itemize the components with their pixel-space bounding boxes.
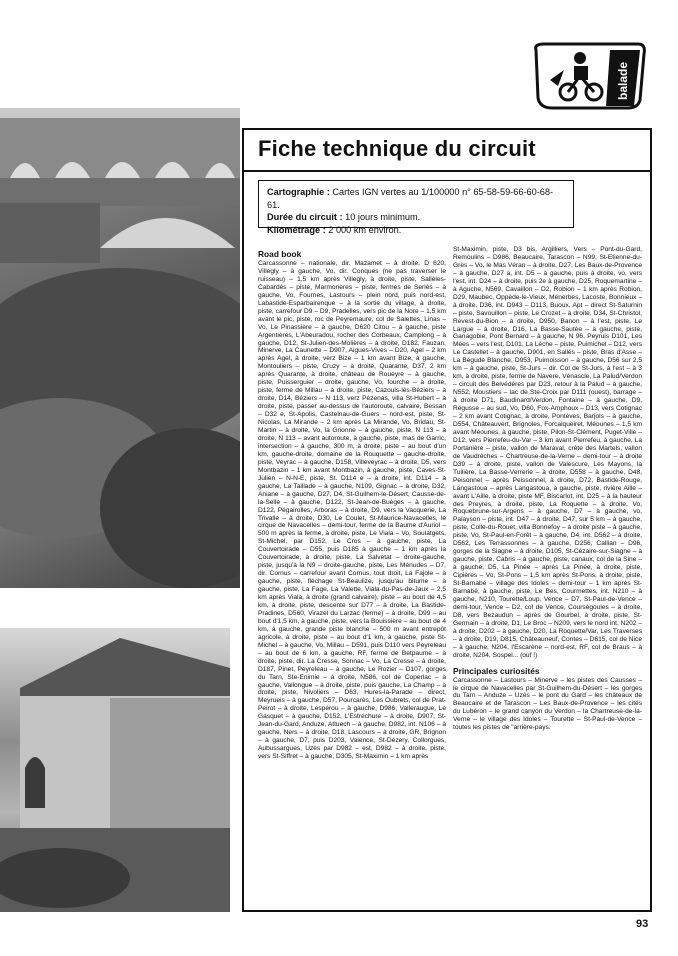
duree-value: 10 jours minimum. <box>345 212 421 222</box>
title-divider <box>242 170 652 172</box>
roadbook-text-part1: Carcassonne – nationale, dir. Mazamet – à droite, D 620, Villegly – à gauche, Vo, dir. Conques (ne pas traverser le ruisseau) – 1,5 km après Villegly, à droite, piste, Sallèles-Cabardès – piste, Marmorières – piste, fermes de Serlès – à gauche, Vo, Fournes, Lastours – plein nord, puis nord-est, Labastide-Esparbairenque – à la sortie du village, à droite, piste, carrefour D9 – D9, Pradelles, vers pic de la Nore – 1,5 km avant le pic, piste, roc de Peyremaure, col de Salettes, Linas – Vo, Le Pinassière – à gauche, D620 Citou – à gauche, piste Argentières, L'Abeuradou, rocher des Corbeaux, Camplong – à gauche, D12, St-Julien-des-Molières – à droite, D182, Fauzan, Minerve, La Caunette – D907, Aigues-Vives – D20, Agel – 2 km après Agel, à droite, verz Bize – 1 km avant Bize, à gauche, Montouliers – piste, Cruzy – à droite, Quarante, D37, 2 km après Quarante, à droite, château de Roueyre – à gauche, piste, Puisserguier – droite, gauche, Vo, fourche – à droite, piste, ferme de Millau – à droite, piste, Cazouls-lès-Béziers – à droite, D14, Béziers – N 113, verz Pézenas, villa St-Hubert – à droite, piste, passer au-dessus de l'autoroute, calvaire, Bessan – D32 e, St-Apolis, Castelnau-de-Guers – nord-est, piste, St-Nicolas, La Mirande – 2 km après La Mirande, Vo, Bridau, St-Martin – à droite, Vo, la Grionne – à gauche, piste, N 113 – à droite, N 113 – avant autoroute, à gauche, piste, mas de Garric, intersection – à gauche, 300 m, à droite, piste – au bout d'un km, gauche-droite, domaine de la Rouquette – gauche-droite, piste, Veyrac – à gauche, D158, Villeveyrac – à droite, D5, vers Montbazin – 1 km avant Montbazin, à gauche, piste, Caves-St-Julien – N-N-E, piste, St. D114 e – à droite, int. D114 – à gauche, La Taillade – à gauche, N109, Gignac – à droite, D32, Aniane – à gauche, D27, D4, St-Guilhem-le-Désert, Causse-de-la-Selle – à gauche, D122, St-Jean-de-Buèges – à gauche, D122, Pégairolles, Arboras – à droite, D9, vers la Vacquerie, La Trivalle – à droite, D30, Le Coulet, St-Maurice-Navacelles, le cirque de Navacelles – demi-tour, ferme de la Baume d'Auriol – 500 m après la ferme, à droite, piste, Le Viala – Vo, Soulatgets, St-Michel, par D152, Le Cros – à gauche, piste, La Couvertoirade – D55, puis D185 à gauche – 1 km après la Couvertoirade, à droite, piste, La Salvetat – droite-gauche, piste, jusqu'à la N9 – droite-gauche, piste, Les Ménudes – D7, dir. Cornus – carrefour avant Cornus, tout droit, La Fajole – à gauche, piste, fléchage St-Beaulize, jusqu'au bitume – à gauche, piste, La Fage, La Valette, Viala-du-Pas-de-Jaux – 2,5 km après Viala, à droite (grand calvaire), piste – au bout de 4,5 km, à droite, piste, descente sur D77 – à droite, La Bastide-Pradines, D560, Virazel du Larzac (ferme) – à droite, D99 – au bout d'1,5 km, à gauche, piste, vers la Bouissière – au bout de 4 km, à gauche, grande piste blanche – 500 m avant entrepôt agricole, à droite, piste – au bout d'1 km, à gauche, piste St-Michel – à gauche, Vo, Millau – D591, puis D110 vers Peyreleau – au bout de 6 km, à gauche, RF, ferme de Betpaume – à droite, piste, dir. La Cresse, Sonnac – Vo, La Cresse – à droite, D187, Pinet, Peyreleau – à gauche, Le Rozier – D107, gorges du Tarn, Ste-Enimie – à droite, N586, col de Coperlac – à gauche, Vallongue – à droite, piste, puis gauche, La Champ – à droite, piste, Nivoliers – D63, Hures-la-Parade – direct, Meyrueis – à gauche, D57, Pourcarès, Les Oubrets, col de Prat-Peirot – à droite, Lespérou – à gauche, D986, Valleraugue, Le Gasquet – à gauche, D152, L'Estréchure – à droite, D907, St-Jean-du-Gard, Anduze, Attuech – à gauche, D982, int. N106 – à gauche, Ners – à droite, D18, Lascours – à droite, GR, Brignon – à gauche, D7, puis D203, Valence, St-Dézery, Collorgues, Aubussargues, Uzès par D982 – est, D982 – à droite, piste, vers St-Siffret – à gauche, D305, St-Maximin – 1 km après <box>258 260 446 761</box>
text-column-right <box>453 246 642 732</box>
pont-du-gard-photo <box>0 108 240 588</box>
roadbook-text-part2: St-Maximin, piste, D3 bis, Argilliers, Vers – Pont-du-Gard, Remoulins – D986, Beaucaire, Tarascon – N99, St-Etienne-du-Grès – Vo, le Mas Véran – à droite, D27, Les Baux-de-Provence – à gauche, D27 a, int. D5 – à gauche, puis à droite, vo, vers l'est, int. D24 – à droite, puis 2e à gauche, D25, Roquemartine – à Aguche, N569, Cavaillon – D2, Robion – 1 km après Robion, D29, Maubec, Oppède-le-Vieux, Ménerbes, Lacoste, Bonnieux – à droite, D36, int. D943 – D113, Buoux, Apt – direct St-Saturnin – piste, Savouillon – piste, Le Crozet – à droite, D34, St-Christol, Revest-du-Bion – à droite, D950, Banon – à l'est, piste, Le Largue – à droite, D16, La Basse-Sautée – à gauche, piste, Ganagobie, Pont Bernard – à gauche, N 96, Peyruis D101, Les Mées – vers l'est, D101, La Lèche – piste, Puimichel – D12, vers Le Castellet – à gauche, D901, en Sallés – piste, Bras d'Asse – La Bégude Blanche, D953, Puimoisson – à gauche, D56 sur 2,5 km – à gauche, piste, St-Jurs – dir. Col de St-Jurs, à l'est – à 3 km, à droite, piste, ferme de Navere, Vénascle, La Palud/Verdon – circuit des Belvédères par D23, retour à la Palud – à gauche, N552, Moustiers – lac de Ste-Croix par D111 (ouest), barrage – à droite D71, Baudinard/Verdon, Fontaine – à gauche, D9, Régusse – au sud, Vo, D60, Fox-Amphoux – D13, vers Cotignac – 2 km avant Cotignac, à droite, Pontèves, Barjols – à gauche, D554, Châteauvert, Brignoles, Forcalqueiret, Méounes – 1,5 km avant Méounes, à gauche, piste, Pilon-St-Clément, Puget-Ville – D12, vers Pierrefeu-du-Var – 3 km avant Pierrefeu, à gauche, La Portanière – piste, vallon de Maraval, crête des Martels, vallon de Vaudrèches – Chartreuse-de-la-Verne – demi-tour – à droite D39 – à droite, piste, vallon de Valescure, Les Mayons, la Tuilière, La Basse-Verrerie – à droite, D558 – à gauche, D48, Peisonnel – après Peissonnel, à droite, D72, Bastide-Rouge, Langastoua – après Langastoua, à gauche, piste, rivière Aille – avant L'Aille, à droite, piste MF, Biscarlot, int. D25 – à la hauteur des Preyres, à droite, piste, La Roquette – à droite, Vo, Roquebrune-sur-Argens – à gauche, D7 – à gauche, vo, Palayson – piste, int. D47 – à droite, D47, sur 5 km – à gauche, piste, Colle-du-Rouet, villa Bonnefoy – à droite piste – à gauche, piste, Vo, St-Paul-en-Forêt – à gauche, D4, int. D562 – à droite, D562, Les Terrassonnes – à gauche, D256, Callian – D96, gorges de la Siagne – à droite, D105, St-Cézaire-sur-Siagne – à gauche, piste, Cabris – à gauche, piste, canaux, col de la Sine – à gauche, D5, La Pinée – après La Pinée, à droite, piste, Cipières – Vo, St-Pons – 1,5 km après St-Pons, à droite, piste, St-Barnabé – village des Idoles – demi-tour – 1 km après St-Barnabé, à gauche, piste, Le Bes, Courmettes, int. N210 – à gauche, N210, Tourette/Loup, Vence – D7, St-Paul-de-Vence – demi-tour, Vence – D2, col de Vence, Coursègoules – à droite, D8, vers Bezaudun – après de Gourbel, à droite, piste, St-Germain – à droite, D1, Le Broc – N209, vers le nord int. N202 – à droite, D202 – à gauche, D20, La Roquette/Var, Les Traverses – à droite, D19, D815, Châteauneuf, Contes – D615, col de Nice – à gauche, N204, l'Escarène – nord-est, RF, col de Braus – à droite, N204, Sospel... (ouf !) <box>453 246 642 659</box>
roadbook-heading: Road book <box>258 249 302 259</box>
info-box <box>258 180 574 235</box>
text-column-left <box>258 249 446 761</box>
page-number: 93 <box>636 918 649 930</box>
kilometrage-label: Kilométrage : <box>267 224 326 235</box>
curiosites-text: Carcassonne – Lastours – Minerve – les pistes des Causses – le cirque de Navacelles par St-Guilhem-du-Désert – les gorges du Tarn – Anduze – Uzès – le pont du Gard – les châteaux de Beaucaire et de Tarascon – Les Baux-de-Provence – les cités du Lubéron – le grand canyon du Verdon – la Chartreuse-de-la-Verne – le village des Idoles – Tourette – St-Paul-de-Vence – toutes les pistes de "arrière-pays. <box>453 676 642 732</box>
kilometrage-value: 2 000 km environ. <box>328 224 402 235</box>
cartographie-label: Cartographie : <box>267 187 330 197</box>
cartographie-value: Cartes IGN vertes au 1/100000 n° 65-58-59-66-60-68-61. <box>267 187 554 210</box>
logo-text: balade <box>616 61 630 100</box>
duree-label: Durée du circuit : <box>267 212 343 222</box>
motorcycle-rider-logo <box>530 40 650 112</box>
stone-house-photo <box>0 628 230 912</box>
page-title: Fiche technique du circuit <box>258 136 536 161</box>
curiosites-heading: Principales curiosités <box>453 665 540 676</box>
